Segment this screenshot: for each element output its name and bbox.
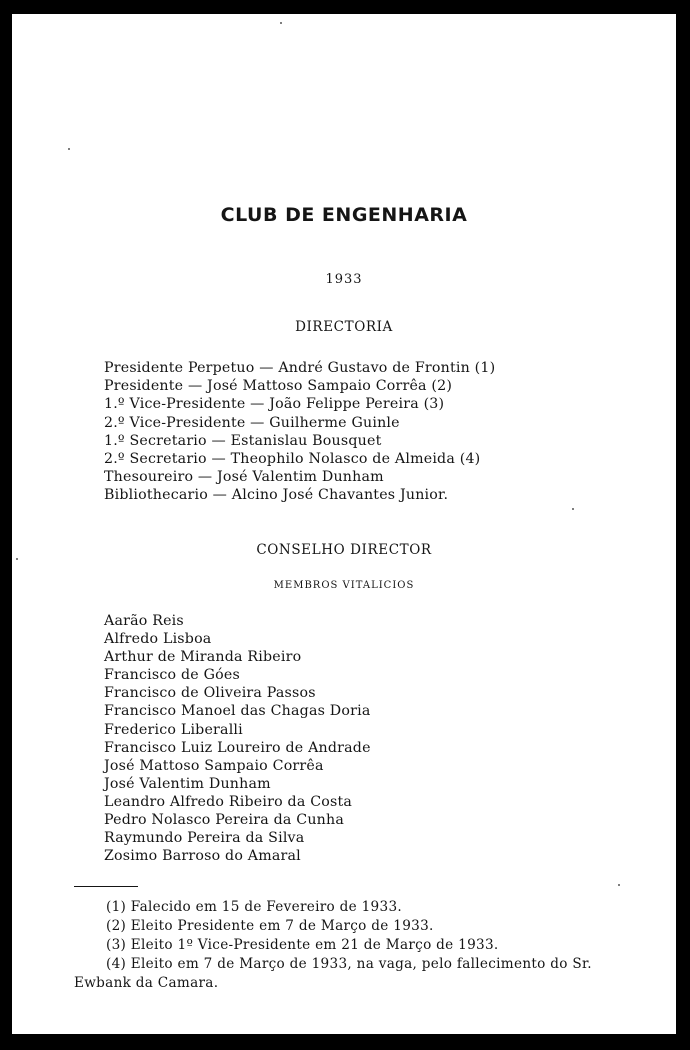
member-name: Aarão Reis [104, 613, 184, 629]
directoria-entry: 1.º Vice-Presidente — João Felippe Pereira (3) [104, 396, 445, 413]
directoria-list [104, 359, 495, 505]
paper-speck [68, 148, 70, 150]
paper-speck [280, 22, 282, 24]
member-name: Arthur de Miranda Ribeiro [104, 649, 302, 666]
directoria-entry: Presidente Perpetuo — André Gustavo de Frontin (1) [104, 360, 496, 376]
member-name: Alfredo Lisboa [104, 631, 212, 648]
directoria-entry: 1.º Secretario — Estanislau Bousquet [104, 432, 382, 449]
footnote: (3) Eleito 1º Vice-Presidente em 21 de Março de 1933. [106, 937, 499, 953]
directoria-entry: 2.º Vice-Presidente — Guilherme Guinle [104, 414, 400, 431]
member-name: Francisco Luiz Loureiro de Andrade [104, 739, 371, 756]
member-name: Leandro Alfredo Ribeiro da Costa [104, 793, 353, 810]
conselho-director-heading: CONSELHO DIRECTOR [256, 542, 432, 558]
directoria-entry: Presidente — José Mattoso Sampaio Corrêa (2) [104, 378, 453, 395]
document-page [12, 14, 676, 1034]
paper-speck [16, 558, 18, 560]
members-list [104, 612, 371, 865]
paper-speck [572, 508, 574, 510]
footnotes [74, 898, 622, 993]
footnote: (4) Eleito em 7 de Março de 1933, na vaga, pelo fallecimento do Sr. Ewbank da Camara. [74, 956, 592, 991]
footnote-divider [74, 886, 138, 887]
directoria-entry: 2.º Secretario — Theophilo Nolasco de Almeida (4) [104, 450, 481, 467]
member-name: Raymundo Pereira da Silva [104, 830, 305, 847]
member-name: José Mattoso Sampaio Corrêa [104, 757, 324, 774]
page-title: CLUB DE ENGENHARIA [220, 204, 468, 226]
directoria-entry: Bibliothecario — Alcino José Chavantes Junior. [104, 487, 449, 504]
member-name: Zosimo Barroso do Amaral [104, 848, 301, 865]
member-name: Francisco de Oliveira Passos [104, 685, 316, 702]
member-name: Francisco de Góes [104, 667, 240, 684]
member-name: José Valentim Dunham [104, 775, 271, 792]
document-year: 1933 [325, 272, 363, 287]
member-name: Francisco Manoel das Chagas Doria [104, 703, 371, 720]
directoria-entry: Thesoureiro — José Valentim Dunham [104, 469, 384, 486]
membros-vitalicios-heading: MEMBROS VITALICIOS [273, 580, 415, 591]
footnote: (2) Eleito Presidente em 7 de Março de 1933. [106, 918, 434, 934]
directoria-heading: DIRECTORIA [295, 319, 393, 335]
footnote: (1) Falecido em 15 de Fevereiro de 1933. [106, 899, 403, 915]
member-name: Frederico Liberalli [104, 721, 243, 738]
paper-speck [618, 884, 620, 886]
member-name: Pedro Nolasco Pereira da Cunha [104, 812, 344, 829]
